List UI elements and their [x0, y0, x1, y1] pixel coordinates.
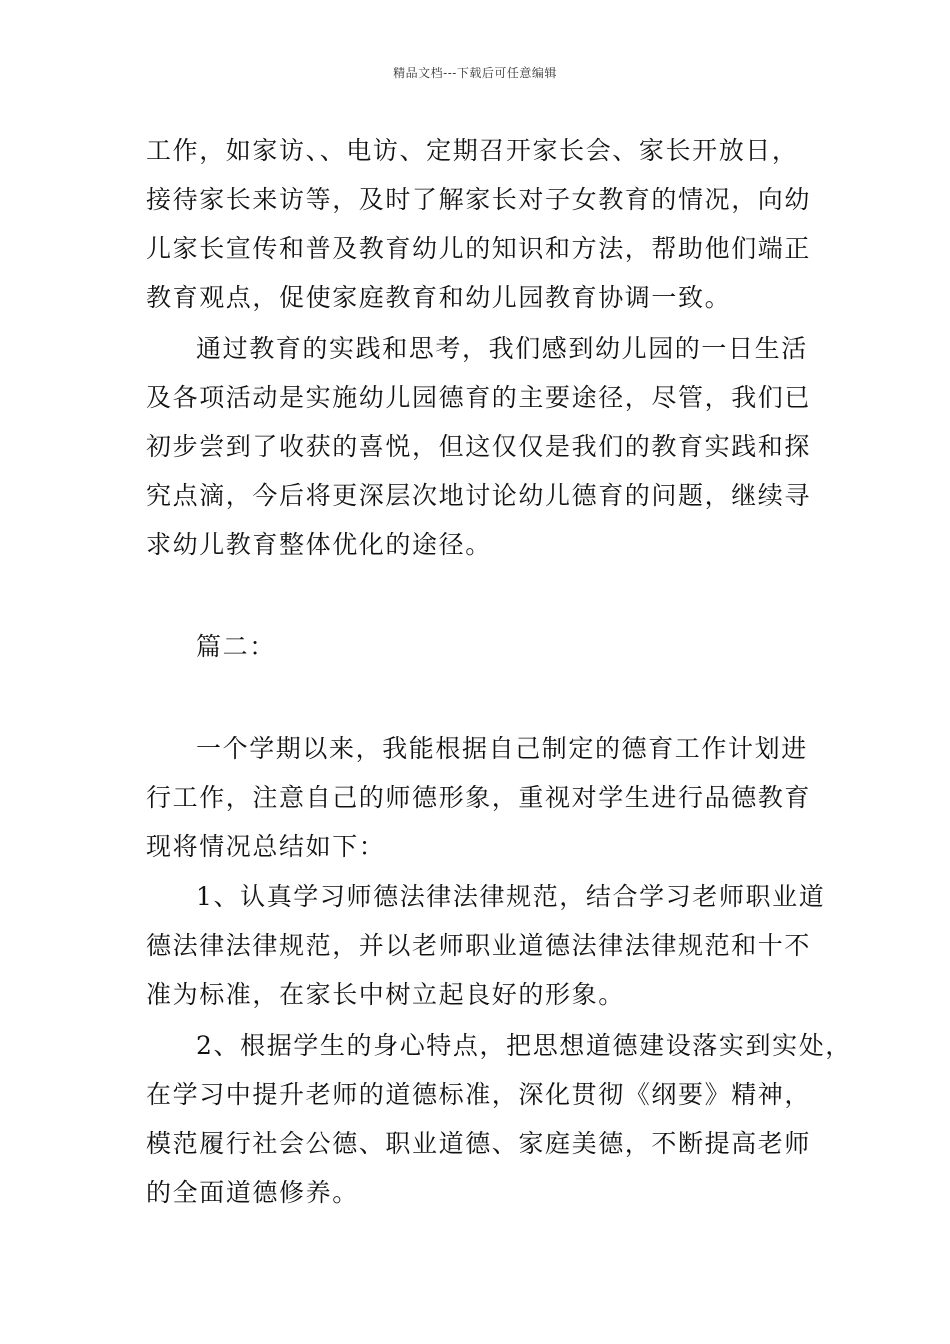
text-line: 在学习中提升老师的道德标准，深化贯彻《纲要》精神，	[146, 1080, 812, 1109]
text-line: 求幼儿教育整体优化的途径。	[146, 530, 492, 559]
text-line: 的全面道德修养。	[146, 1178, 359, 1207]
text-line: 一个学期以来，我能根据自己制定的德育工作计划进	[196, 734, 808, 763]
text-line: 2、根据学生的身心特点，把思想道德建设落实到实处，	[196, 1031, 852, 1060]
text-line: 教育观点，促使家庭教育和幼儿园教育协调一致。	[146, 283, 732, 312]
text-line: 接待家长来访等，及时了解家长对子女教育的情况，向幼	[146, 185, 812, 214]
page-header: 精品文档---下载后可任意编辑	[393, 66, 557, 80]
text-line: 现将情况总结如下：	[146, 832, 386, 861]
text-line: 1、认真学习师德法律法律规范，结合学习老师职业道	[196, 882, 826, 911]
text-line: 行工作，注意自己的师德形象，重视对学生进行品德教育	[146, 783, 812, 812]
section-heading: 篇二：	[196, 632, 276, 661]
text-line: 及各项活动是实施幼儿园德育的主要途径，尽管，我们已	[146, 383, 812, 412]
text-line: 模范履行社会公德、职业道德、家庭美德，不断提高老师	[146, 1129, 812, 1158]
text-line: 德法律法律规范，并以老师职业道德法律法律规范和十不	[146, 931, 812, 960]
text-line: 究点滴，今后将更深层次地讨论幼儿德育的问题，继续寻	[146, 481, 812, 510]
text-line: 准为标准，在家长中树立起良好的形象。	[146, 980, 625, 1009]
text-line: 儿家长宣传和普及教育幼儿的知识和方法，帮助他们端正	[146, 234, 812, 263]
text-line: 工作，如家访、、电访、定期召开家长会、家长开放日，	[146, 136, 799, 165]
text-line: 通过教育的实践和思考，我们感到幼儿园的一日生活	[196, 334, 808, 363]
text-line: 初步尝到了收获的喜悦，但这仅仅是我们的教育实践和探	[146, 432, 812, 461]
